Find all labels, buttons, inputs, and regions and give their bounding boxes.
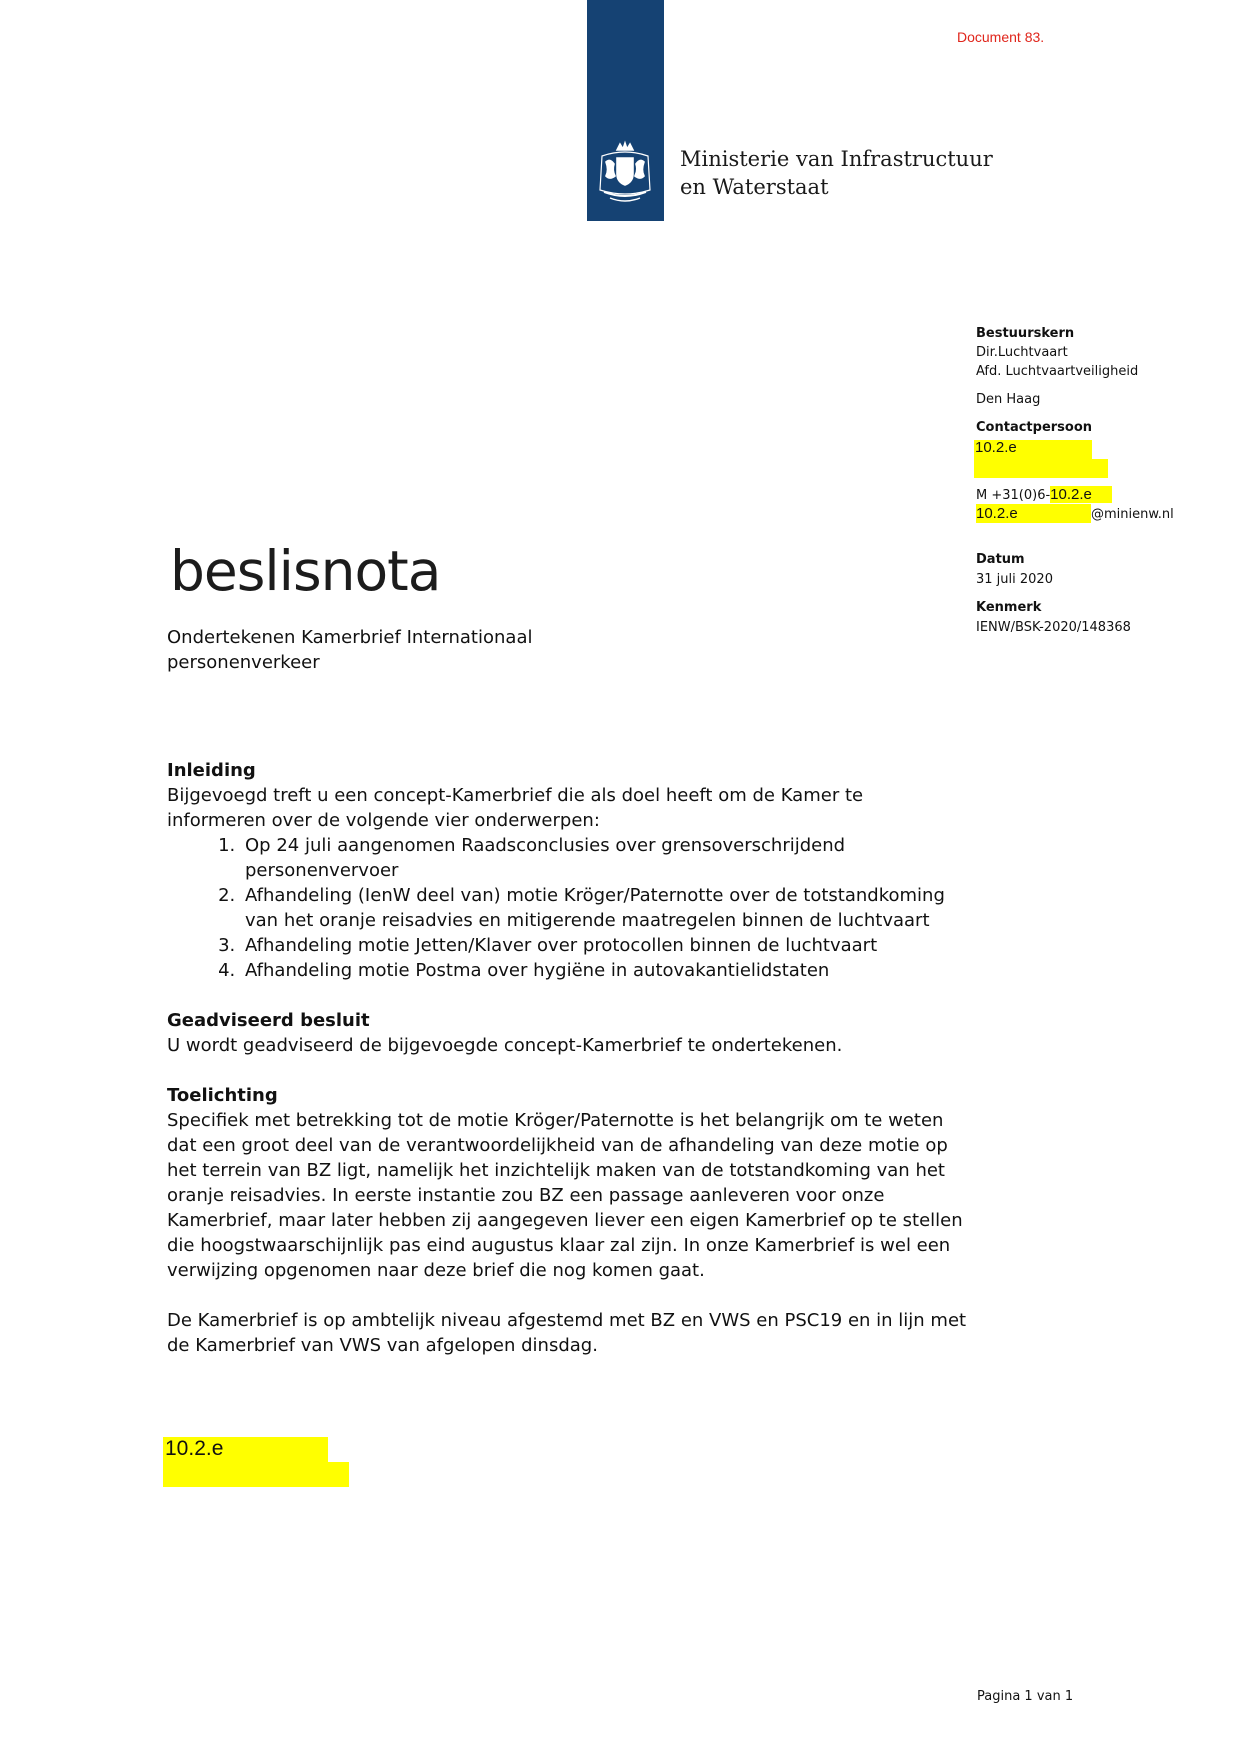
intro-text: Bijgevoegd treft u een concept-Kamerbrief die als doel heeft om de Kamer te informeren over de volgende vier onderwerpen: [167,785,864,831]
advice-text: U wordt geadviseerd de bijgevoegde concept-Kamerbrief te ondertekenen. [167,1035,843,1056]
date-heading: Datum [976,552,1025,567]
intro-heading: Inleiding [167,760,256,781]
ministry-name-line1: Ministerie van Infrastructuur [680,147,993,171]
list-item: 2. Afhandeling (IenW deel van) motie Kröger/Paternotte over de totstandkoming van het oranje reisadvies en mitigerende maatregelen binnen de luchtvaart [241,883,967,933]
phone-prefix: M +31(0)6- [976,488,1051,503]
ministry-name [680,145,993,201]
email-line [976,504,1174,524]
email-redaction: 10.2.e [976,504,1091,523]
intro-list [167,833,967,983]
advice-heading: Geadviseerd besluit [167,1010,370,1031]
document-type-title: beslisnota [170,539,441,603]
contact-redaction: 10.2.e [975,439,1017,456]
contact-heading: Contactpersoon [976,420,1093,435]
ministry-name-line2: en Waterstaat [680,175,829,199]
email-domain: @minienw.nl [1091,507,1174,522]
page-number: Pagina 1 van 1 [977,1689,1074,1704]
subject: Ondertekenen Kamerbrief Internationaal personenverkeer [167,627,533,673]
phone-line [976,485,1112,505]
list-item: 3. Afhandeling motie Jetten/Klaver over protocollen binnen de luchtvaart [241,933,967,958]
city: Den Haag [976,392,1041,407]
org-line1: Dir.Luchtvaart [976,345,1068,360]
reference-value: IENW/BSK-2020/148368 [976,620,1131,635]
document-number: Document 83. [957,29,1045,45]
list-item: 4. Afhandeling motie Postma over hygiëne in autovakantielidstaten [241,958,967,983]
org-line2: Afd. Luchtvaartveiligheid [976,364,1139,379]
coordination-text: De Kamerbrief is op ambtelijk niveau afgestemd met BZ en VWS en PSC19 en in lijn met de Kamerbrief van VWS van afgelopen dinsdag. [167,1310,967,1356]
document-body [167,758,967,1358]
reference-heading: Kenmerk [976,600,1042,615]
list-item: 1. Op 24 juli aangenomen Raadsconclusies over grensoverschrijdend personenvervoer [241,833,967,883]
org-heading: Bestuurskern [976,326,1075,341]
date-value: 31 juli 2020 [976,572,1053,587]
redaction-block [974,459,1108,478]
coat-of-arms-icon [590,140,660,206]
explanation-heading: Toelichting [167,1085,278,1106]
redaction-block [163,1462,349,1487]
explanation-text: Specifiek met betrekking tot de motie Kröger/Paternotte is het belangrijk om te weten dat een groot deel van de verantwoordelijkheid van de afhandeling van deze motie op het terrein van BZ ligt, namelijk het inzichtelijk maken van de totstandkoming van het oranje reisadvies. In eerste instantie zou BZ een passage aanleveren voor onze Kamerbrief, maar later hebben zij aangegeven liever een eigen Kamerbrief op te stellen die hoogstwaarschijnlijk pas eind augustus klaar zal zijn. In onze Kamerbrief is wel een verwijzing opgenomen naar deze brief die nog komen gaat. [167,1110,963,1281]
phone-redaction: 10.2.e [1050,486,1112,503]
signature-redaction: 10.2.e [165,1437,224,1460]
